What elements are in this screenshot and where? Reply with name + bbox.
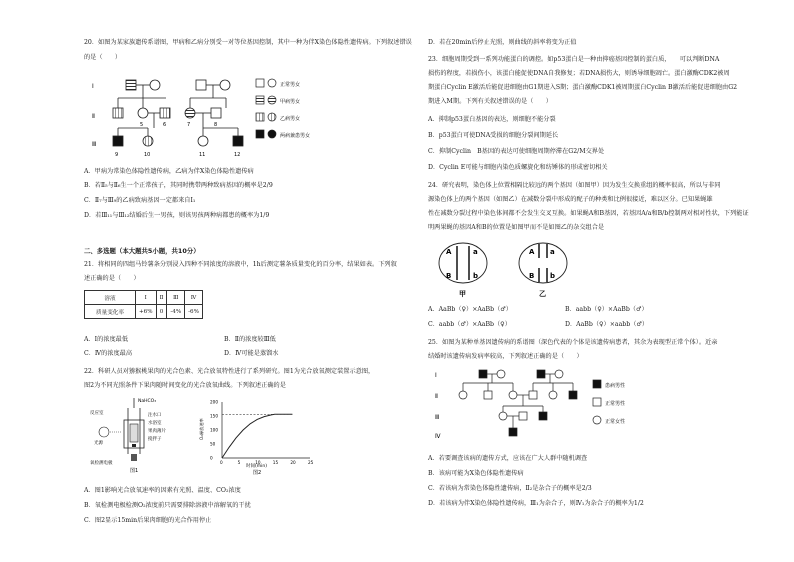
q20-option-c: C．Ⅱ₇与Ⅲ₉的乙病致病基因一定都来自Ⅰ₁ (84, 197, 196, 204)
table-cell: -4% (167, 305, 185, 319)
table-header: Ⅳ (185, 291, 203, 305)
fig1-label-water-inlet: 注水口 (148, 413, 162, 418)
individual-II5 (138, 108, 148, 118)
figure-yi-label: 乙 (539, 290, 546, 298)
individual-III12 (233, 136, 243, 146)
individual-I2 (150, 80, 160, 90)
chart-x-tick-label: 0 (220, 460, 223, 465)
q20-stem-line2: 的是（ ） (84, 54, 122, 61)
q22-figure1-apparatus (88, 394, 198, 474)
q22-stem-line2: 图2为不同光照条件下果肉随时间变化的光合放氧曲线。下列叙述正确的是 (84, 382, 286, 389)
gen-label-II: Ⅱ (92, 113, 95, 120)
table-cell: -6% (185, 305, 203, 319)
q25-option-c: C．若该病为常染色体隐性遗传病，Ⅱ₂是杂合子的概率是2/3 (428, 485, 592, 492)
chart-y-tick-label: 200 (210, 399, 218, 405)
q25-option-a: A．若要调查该病的遗传方式，应该在广大人群中随机调查 (428, 455, 588, 462)
gene-b-1: b (473, 272, 479, 280)
num-II6: 6 (163, 122, 167, 128)
q23-option-d: D．Cyclin E可能与细胞内染色质螺旋化和纺锤体的形成密切相关 (428, 164, 608, 171)
individual-III11 (198, 136, 208, 146)
gene-b-2: b (550, 272, 556, 280)
q22-option-b: B．氧检测电极检测O₂浓度前只需要排除溶液中溶解氧的干扰 (84, 502, 251, 509)
q20-stem-line1: 20．如图为某家族遗传系谱图，甲病和乙病分别受一对等位基因控制，其中一种为伴X染色体隐性遗传病。下列叙述错误 (84, 39, 412, 46)
fig1-label-light-source: 光源 (94, 441, 103, 446)
table-header: 溶液 (85, 291, 136, 305)
q22-option-d: D．若在20min后停止光照，则曲线的斜率将变为正值 (428, 39, 577, 46)
table-cell: 0 (156, 305, 167, 319)
chart-series-line (222, 414, 292, 458)
q24-stem-line2: 源染色体上的两个基因（如图乙）在减数分裂中形成的配子的种类和比例很接近，难以区分。已知果蝇雄 (428, 196, 713, 203)
fig1-label-oxygen-electrode: 氧检测电极 (90, 461, 113, 466)
chart-x-tick-label: 20 (290, 460, 296, 465)
q21-option-d: D．Ⅳ可能是蒸馏水 (224, 350, 279, 357)
legend-normal: 正常男女 (280, 82, 301, 88)
q20-option-a: A．甲病为常染色体隐性遗传病，乙病为伴X染色体隐性遗传病 (84, 168, 254, 175)
legend-disease-b: 乙病男女 (280, 116, 301, 122)
figure-jia-label: 甲 (459, 290, 466, 298)
q20-pedigree (88, 76, 318, 162)
table-header: Ⅱ (156, 291, 167, 305)
chart-y-tick-label: 0 (210, 455, 213, 461)
legend-normal-female: 正常女性 (605, 419, 626, 425)
q22-figure2-chart (198, 394, 318, 476)
fig1-caption: 图1 (130, 468, 139, 474)
num-III11: 11 (199, 152, 206, 158)
individual-III10 (143, 136, 153, 146)
q23-option-b: B．p53蛋白可使DNA受损的细胞分裂间期延长 (428, 132, 559, 139)
fig1-label-stirrer: 搅拌子 (148, 437, 162, 442)
section-2-heading: 二、多选题（本大题共5小题，共10分） (84, 247, 200, 255)
q23-option-a: A．抑制p53蛋白基因的表达，则细胞不能分裂 (428, 116, 556, 123)
num-III10: 10 (144, 152, 151, 158)
legend-normal-male: 正常男性 (605, 401, 626, 407)
table-row (85, 305, 203, 319)
individual-II6 (160, 108, 170, 118)
gene-a-1: a (473, 248, 478, 256)
chart-x-tick-label: 25 (308, 460, 314, 465)
fig1-label-pulp-slices: 果肉薄片 (148, 429, 166, 434)
q21-option-b: B．Ⅱ的浓度较Ⅲ低 (224, 336, 276, 343)
chart-x-tick-label: 5 (237, 460, 241, 465)
q21-stem-line2: 述正确的是（ ） (84, 275, 140, 282)
gen-label-IV: Ⅳ (435, 433, 441, 440)
table-header: Ⅲ (167, 291, 185, 305)
chart-x-tick-label: 10 (255, 460, 261, 465)
fig1-label-water-bath: 水浴室 (148, 421, 162, 426)
q25-stem-line2: 结婚时该遗传病发病率较高，下列叙述正确的是（ ） (428, 353, 583, 360)
individual-I3 (196, 80, 206, 90)
individual-II-a (113, 108, 123, 118)
legend-affected-male: 患病男性 (605, 383, 626, 389)
q24-stem-line1: 24．研究表明，染色体上位置相隔比较远的两个基因（如图甲）因为发生交换重组的概率很高，所以与非同 (428, 182, 721, 189)
fig1-label-reaction-chamber: 反应室 (90, 411, 104, 416)
gen-label-I: Ⅰ (435, 372, 437, 379)
q22-stem-line1: 22．科研人员对猕猴桃果肉的光合色素、光合放氧特性进行了系列研究。图1为光合放氧测定装置示意图， (84, 368, 375, 375)
q23-stem-line4: 期进入M期。下列有关叙述错误的是（ ） (428, 98, 552, 105)
right-column (397, 0, 794, 562)
q24-stem-line3: 性在减数分裂过程中染色体间都不会发生交叉互换。如果蝇A和B基因，若基因A/a和B/b控制两对相对性状，下列能证 (428, 210, 749, 217)
num-III9: 9 (115, 152, 119, 158)
individual-I1 (126, 80, 136, 90)
table-cell: 质量变化率 (85, 305, 136, 319)
gene-a-2: a (550, 248, 555, 256)
table-cell: +6% (136, 305, 157, 319)
individual-II7 (185, 108, 195, 118)
chart-x-label: 时间(min) (246, 464, 267, 469)
q24-option-d: D．AaBb（♀）×aabb（♂） (565, 321, 649, 328)
q24-option-c: C．aabb（♂）×AaBb（♀） (428, 321, 511, 328)
q24-chromosome-figures (433, 236, 593, 302)
chart-x-tick-label: 15 (272, 460, 279, 465)
q25-option-b: B．该病可能为X染色体隐性遗传病 (428, 470, 524, 477)
gene-A-2: A (529, 248, 535, 256)
table-row (85, 291, 203, 305)
table-header: Ⅰ (136, 291, 157, 305)
q24-stem-line4: 明两果蝇的基因A和B的位置是如图甲而不是如图乙的杂交组合是 (428, 224, 605, 231)
q21-option-a: A．Ⅰ的浓度最低 (84, 336, 129, 343)
num-III12: 12 (234, 152, 241, 158)
gen-label-III: Ⅲ (92, 141, 97, 148)
q20-option-d: D．若Ⅲ₁₁与Ⅲ₁₂结婚后生一男孩，则该男孩两种病都患的概率为1/9 (84, 212, 270, 219)
q23-stem-line1: 23．细胞周期受到一系列功能蛋白的调控。如p53蛋白是一种由抑癌基因控制的蛋白质， 可以判断DNA (428, 56, 720, 63)
legend-both: 两病兼患男女 (280, 133, 311, 139)
q23-stem-line2: 损伤的程度，若损伤小，该蛋白能促使DNA自我修复；若DNA损伤大，则诱导细胞凋亡。蛋白激酶CDK2被周 (428, 70, 730, 77)
gen-label-II: Ⅱ (435, 393, 438, 400)
num-II8: 8 (214, 122, 218, 128)
q22-option-a: A．图1影响光合放氧速率的因素有光照、温度、CO₂浓度 (84, 487, 241, 494)
chart-y-label: O₂释放速率 (199, 418, 204, 440)
chart-y-tick-label: 100 (210, 427, 218, 433)
gene-A-1: A (446, 248, 452, 256)
q21-stem-line1: 21．将相同的四组马铃薯条分别浸入四种不同浓度的溶液中，1h后测定薯条质量变化的百分率，结果如表。下列叙 (84, 261, 397, 268)
chart-y-tick-label: 150 (210, 413, 218, 419)
q21-option-c: C．Ⅳ的浓度最高 (84, 350, 133, 357)
gen-label-III: Ⅲ (435, 414, 440, 421)
gene-B-1: B (446, 272, 452, 280)
chart-y-tick-label: 50 (210, 441, 216, 447)
q24-option-b: B．aabb（♀）×AaBb（♂） (565, 306, 648, 313)
q23-stem-line3: 期蛋白Cyclin E激活后能促进细胞由G1期进入S期；蛋白激酶CDK1被周期蛋白Cyclin B激活后能促进细胞由G2 (428, 84, 738, 91)
individual-III9 (113, 136, 123, 146)
q25-stem-line1: 25．如图为某种单基因遗传病的系谱图（深色代表的个体是该遗传病患者，其余为表现型正常个体）。近亲 (428, 339, 718, 346)
q25-pedigree (433, 366, 663, 450)
individual-II8 (211, 108, 221, 118)
q24-option-a: A．AaBb（♀）×AaBb（♂） (428, 306, 512, 313)
num-II7: 7 (187, 122, 191, 128)
fig2-caption: 图2 (253, 470, 262, 476)
num-II5: 5 (140, 122, 144, 128)
individual-I4 (220, 80, 230, 90)
q21-table (84, 290, 203, 319)
q23-option-c: C．抑制Cyclin B基因的表达可使细胞周期停滞在G2/M交界处 (428, 148, 605, 155)
gene-B-2: B (529, 272, 535, 280)
legend-disease-a: 甲病男女 (280, 99, 301, 105)
q20-option-b: B．若Ⅱ₅与Ⅱ₆生一个正常孩子，其同时携带两种致病基因的概率是2/9 (84, 182, 273, 189)
q25-option-d: D．若该病为伴X染色体隐性遗传病，Ⅲ₁为杂合子，则Ⅳ₁为杂合子的概率为1/2 (428, 500, 644, 507)
fig1-label-nahco3: NaHCO₃ (138, 399, 156, 404)
gen-label-I: Ⅰ (92, 83, 94, 90)
q22-option-c: C．图2显示15min后果肉细胞的光合作用停止 (84, 517, 212, 524)
